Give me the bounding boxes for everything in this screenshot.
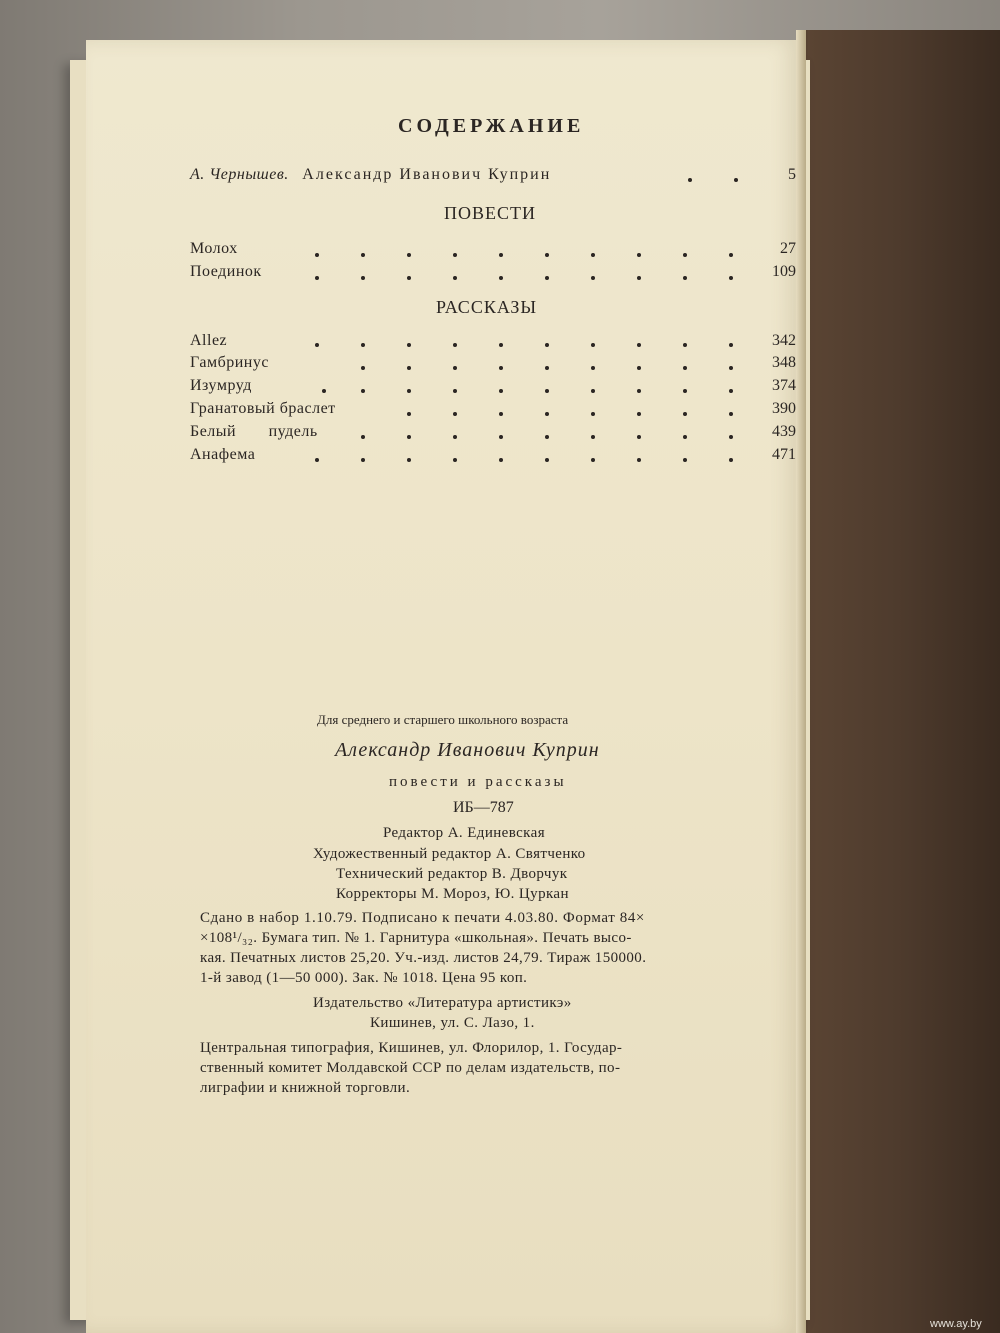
toc-item-page: 471: [772, 446, 796, 463]
toc-item-page: 109: [772, 263, 796, 280]
imprint-printer-line: Центральная типография, Кишинев, ул. Флорилор, 1. Государ-: [200, 1040, 623, 1056]
toc-item-page: 348: [772, 354, 796, 371]
toc-item-title[interactable]: Анафема: [190, 446, 256, 463]
toc-item-title[interactable]: Изумруд: [190, 377, 252, 394]
imprint-tech-editor: Технический редактор В. Дворчук: [336, 866, 568, 882]
imprint-print-line: 1-й завод (1—50 000). Зак. № 1018. Цена 95 коп.: [200, 970, 528, 986]
book-cover-right: [796, 30, 1000, 1333]
toc-item-page: 27: [780, 240, 796, 257]
toc-dot-leader: [407, 412, 735, 416]
imprint-publisher-address: Кишинев, ул. С. Лазо, 1.: [370, 1015, 535, 1031]
toc-item-title[interactable]: Белый пудель: [190, 423, 318, 440]
book-page: [86, 40, 798, 1333]
toc-item-title[interactable]: Поединок: [190, 263, 262, 280]
toc-dot-leader: [315, 253, 735, 257]
imprint-art-editor: Художественный редактор А. Святченко: [313, 846, 586, 862]
toc-dot-leader: [361, 435, 735, 439]
toc-intro-author: А. Чернышев.: [190, 166, 289, 183]
imprint-print-line: кая. Печатных листов 25,20. Уч.-изд. листов 24,79. Тираж 150000.: [200, 950, 647, 966]
toc-dot-leader: [322, 389, 735, 393]
toc-intro-title: Александр Иванович Куприн: [302, 166, 552, 183]
toc-item-page: 439: [772, 423, 796, 440]
imprint-code: ИБ—787: [453, 799, 514, 816]
imprint-editor: Редактор А. Единевская: [383, 825, 546, 841]
watermark: www.ay.by: [930, 1318, 982, 1330]
imprint-print-line: ×108¹/₃₂. Бумага тип. № 1. Гарнитура «школьная». Печать высо-: [200, 930, 632, 946]
section-heading-povesti: ПОВЕСТИ: [444, 203, 536, 223]
toc-dot-leader: [361, 366, 735, 370]
toc-item-page: 342: [772, 332, 796, 349]
toc-dot-leader: [688, 178, 748, 182]
imprint-audience: Для среднего и старшего школьного возраста: [317, 712, 569, 727]
toc-dot-leader: [315, 343, 735, 347]
toc-intro-row[interactable]: [190, 166, 551, 184]
toc-dot-leader: [315, 458, 735, 462]
toc-item-page: 374: [772, 377, 796, 394]
toc-item-title[interactable]: Allez: [190, 332, 228, 349]
toc-item-title[interactable]: Гранатовый браслет: [190, 400, 336, 417]
imprint-proofreaders: Корректоры М. Мороз, Ю. Цуркан: [336, 886, 569, 902]
toc-dot-leader: [315, 276, 735, 280]
imprint-author: Александр Иванович Куприн: [335, 739, 600, 761]
section-heading-rasskazy: РАССКАЗЫ: [436, 297, 538, 317]
imprint-subtitle: повести и рассказы: [389, 774, 567, 790]
toc-item-page: 390: [772, 400, 796, 417]
toc-item-title[interactable]: Гамбринус: [190, 354, 269, 371]
imprint-publisher: Издательство «Литература артистикэ»: [313, 995, 572, 1011]
toc-item-title[interactable]: Молох: [190, 240, 238, 257]
imprint-printer-line: лиграфии и книжной торговли.: [200, 1080, 411, 1096]
imprint-print-line: Сдано в набор 1.10.79. Подписано к печати 4.03.80. Формат 84×: [200, 910, 645, 926]
contents-title: СОДЕРЖАНИЕ: [398, 115, 585, 137]
page-gutter: [796, 30, 806, 1333]
toc-intro-page: 5: [788, 166, 796, 183]
imprint-printer-line: ственный комитет Молдавской ССР по делам издательств, по-: [200, 1060, 621, 1076]
